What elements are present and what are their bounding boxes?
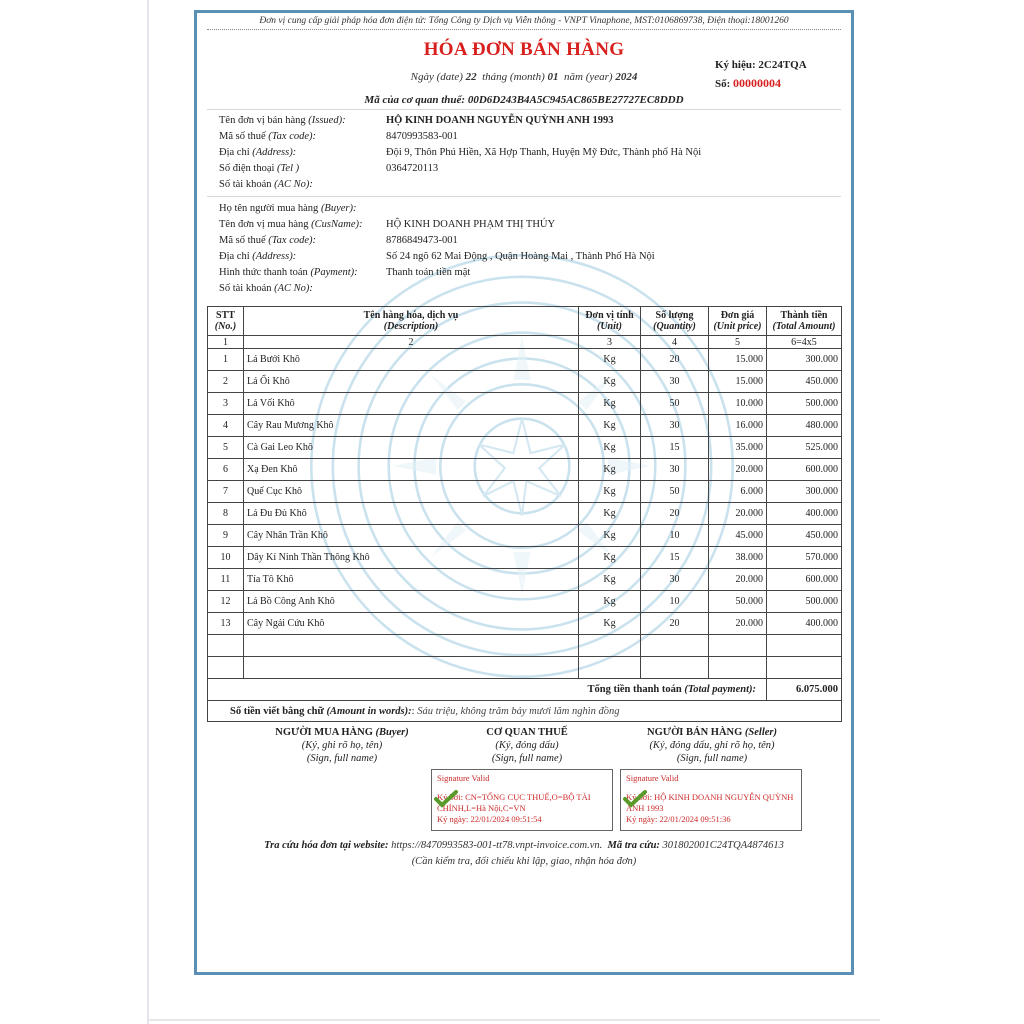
buyer-cusname-label: Tên đơn vị mua hàng (CusName): [219,219,363,230]
buyer-signature-block [237,726,447,765]
col-header-description: Tên hàng hóa, dịch vụ (Description) [244,307,579,336]
col-header-no: STT (No.) [208,307,244,336]
table-row: 6 Xạ Đen Khô Kg 30 20.000 600.000 [208,459,842,481]
amount-in-words-row [208,701,842,722]
buyer-cusname: HỘ KINH DOANH PHẠM THỊ THÚY [386,219,556,230]
table-row: 8 Lá Đu Đủ Khô Kg 20 20.000 400.000 [208,503,842,525]
invoice-number [715,76,781,91]
col-header-unit-price: Đơn giá (Unit price) [709,307,767,336]
symbol-label: Ký hiệu: [715,59,756,71]
provider-line: Đơn vị cung cấp giải pháp hóa đơn điện tử: Tổng Công ty Dịch vụ Viễn thông - VNPT Vinaphone, MST:0106869738, Điện thoại:18001260 [259,16,789,26]
seller-signature-box[interactable] [620,769,802,831]
number-value: 00000004 [733,76,782,90]
amount-in-words: Số tiền viết bằng chữ (Amount in words):: Sáu triệu, không trăm bảy mươi lăm nghìn đồng [208,701,842,722]
buyer-signature-line1: (Ký, ghi rõ họ, tên) [301,740,383,751]
seller-signature-line2: (Sign, full name) [676,753,748,764]
seller-signature-line1: (Ký, đóng dấu, ghi rõ họ, tên) [649,740,775,751]
col-header-unit: Đơn vị tính (Unit) [579,307,641,336]
seller-signature-signer: Ký bởi: HỘ KINH DOANH NGUYỄN QUỲNH ANH 1993 [626,792,794,813]
divider [207,196,841,197]
seller-tel-label: Số điện thoại (Tel ) [219,163,300,174]
total-row [208,679,842,701]
date-month: 01 [547,71,559,83]
date-month-label: tháng (month) [482,71,545,83]
tax-signature-line1: (Ký, đóng dấu) [495,740,559,751]
tax-signature-line2: (Sign, full name) [491,753,563,764]
tax-signature-title: CƠ QUAN THUẾ [486,727,568,738]
column-index-row: 1 2 3 4 5 6=4x5 [208,336,842,349]
signature-valid-check-icon [623,790,647,808]
buyer-payment-label: Hình thức thanh toán (Payment): [219,267,358,278]
divider [207,109,841,110]
seller-name-label: Tên đơn vị bán hàng (Issued): [219,115,346,126]
buyer-payment: Thanh toán tiền mặt [386,267,471,278]
date-year: 2024 [615,71,638,83]
lookup-website-label: Tra cứu hóa đơn tại website: [264,840,389,851]
table-row: 5 Cà Gai Leo Khô Kg 15 35.000 525.000 [208,437,842,459]
buyer-signature-title: NGƯỜI MUA HÀNG (Buyer) [275,727,409,738]
page-edge [147,0,149,1024]
table-row: 1 Lá Bưởi Khô Kg 20 15.000 300.000 [208,349,842,371]
table-header-row [208,307,842,336]
buyer-tax-label: Mã số thuế (Tax code): [219,235,317,246]
table-row: 11 Tía Tô Khô Kg 30 20.000 600.000 [208,569,842,591]
invoice-lookup [197,840,851,851]
table-row: 13 Cây Ngải Cứu Khô Kg 20 20.000 400.000 [208,613,842,635]
invoice-title: HÓA ĐƠN BÁN HÀNG [423,39,625,60]
seller-address: Đội 9, Thôn Phú Hiền, Xã Hợp Thanh, Huyện Mỹ Đức, Thành phố Hà Nội [386,147,702,158]
buyer-name-label: Họ tên người mua hàng (Buyer): [219,203,357,214]
signature-valid-check-icon [434,790,458,808]
buyer-tax-code: 8786849473-001 [386,235,458,246]
tax-authority-code-label: Mã của cơ quan thuế: [364,94,466,106]
tax-authority-signature-block [422,726,632,765]
empty-row [208,635,842,657]
seller-tax-label: Mã số thuế (Tax code): [219,131,317,142]
table-row: 7 Quế Cục Khô Kg 50 6.000 300.000 [208,481,842,503]
lookup-note: (Cần kiểm tra, đối chiếu khi lập, giao, nhận hóa đơn) [411,856,637,867]
page-bottom-edge [148,1019,880,1021]
col-header-quantity: Số lượng (Quantity) [641,307,709,336]
tax-signature-box[interactable] [431,769,613,831]
seller-name: HỘ KINH DOANH NGUYỄN QUỲNH ANH 1993 [386,115,614,126]
buyer-signature-line2: (Sign, full name) [306,753,378,764]
seller-signature-block [607,726,817,765]
invoice-frame [194,10,854,975]
invoice-symbol [715,59,807,71]
number-label: Số: [715,78,731,90]
table-row: 12 Lá Bồ Công Anh Khô Kg 10 50.000 500.000 [208,591,842,613]
buyer-address: Số 24 ngõ 62 Mai Động , Quận Hoàng Mai , Thành Phố Hà Nội [386,251,655,262]
items-table [207,306,842,722]
tax-signature-status: Signature Valid [437,773,490,783]
tax-authority-code [197,94,851,106]
seller-signature-title: NGƯỜI BÁN HÀNG (Seller) [647,727,777,738]
table-row: 9 Cây Nhân Trần Khô Kg 10 45.000 450.000 [208,525,842,547]
buyer-address-label: Địa chỉ (Address): [219,251,297,262]
lookup-website-link[interactable]: https://8470993583-001-tt78.vnpt-invoice.com.vn. [391,840,603,851]
lookup-code: 301802001C24TQA4874613 [662,840,784,851]
seller-tax-code: 8470993583-001 [386,131,458,142]
table-row: 2 Lá Ổi Khô Kg 30 15.000 450.000 [208,371,842,393]
table-row: 4 Cây Rau Mương Khô Kg 30 16.000 480.000 [208,415,842,437]
table-row: 3 Lá Vối Khô Kg 50 10.000 500.000 [208,393,842,415]
seller-address-label: Địa chỉ (Address): [219,147,297,158]
col-header-total-amount: Thành tiền (Total Amount) [767,307,842,336]
seller-signature-date: Ký ngày: 22/01/2024 09:51:36 [626,814,731,824]
seller-signature-status: Signature Valid [626,773,679,783]
empty-row [208,657,842,679]
date-year-label: năm (year) [564,71,613,83]
total-label: Tổng tiền thanh toán (Total payment): [208,679,767,701]
buyer-account-label: Số tài khoản (AC No): [219,283,313,294]
tax-signature-signer: Ký bởi: CN=TỔNG CỤC THUẾ,O=BỘ TÀI CHÍNH,L=Hà Nội,C=VN [437,792,591,813]
table-row: 10 Dây Kí Ninh Thần Thông Khô Kg 15 38.000 570.000 [208,547,842,569]
tax-authority-code-value: 00D6D243B4A5C945AC865BE27727EC8DDD [467,94,684,106]
total-value: 6.075.000 [767,679,842,701]
date-day-label: Ngày (date) [410,71,463,83]
tax-signature-date: Ký ngày: 22/01/2024 09:51:54 [437,814,542,824]
symbol-value: 2C24TQA [758,59,807,71]
lookup-code-label: Mã tra cứu: [607,840,660,851]
date-day: 22 [465,71,477,83]
seller-account-label: Số tài khoản (AC No): [219,179,313,190]
seller-tel: 0364720113 [386,163,439,174]
dotted-divider [207,29,841,30]
